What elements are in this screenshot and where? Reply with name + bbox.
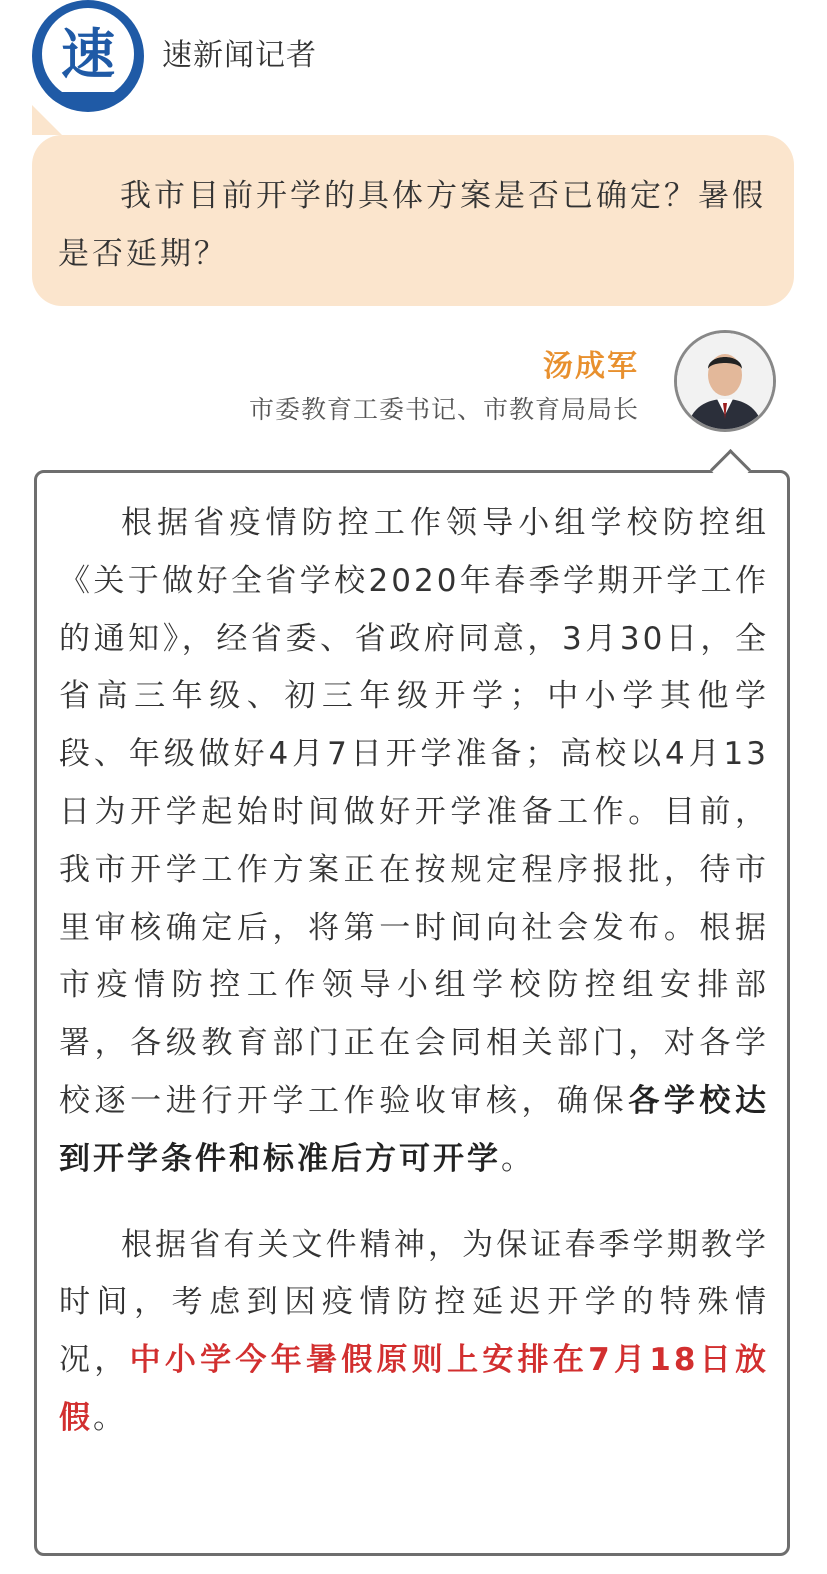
answer-p2-text: 根据省有关文件精神，为保证春季学期教学时间，考虑到因疫情防控延迟开学的特殊情况，: [59, 1226, 769, 1379]
answer-paragraph-1: [59, 495, 769, 1189]
answer-p1-bold: 各学校达到开学条件和标准后方可开学: [59, 1082, 770, 1177]
answer-p1-text: 根据省疫情防控工作领导小组学校防控组《关于做好全省学校2020年春季学期开学工作的通知》，经省委、省政府同意，3月30日，全省高三年级、初三年级开学；中小学其他学段、年级做好4月7日开学准备；高校以4月13日为开学起始时间做好开学准备工作。目前，我市开学工作方案正在按规定程序报批，待市里审核确定后，将第一时间向社会发布。根据市疫情防控工作领导小组学校防控组安排部署，各级教育部门正在会同相关部门，对各学校逐一进行开学工作验收审核，确保: [59, 505, 769, 1119]
answer-paragraph-2: [59, 1217, 769, 1448]
answer-p1-end: 。: [501, 1140, 535, 1177]
avatar: [674, 330, 776, 432]
logo-glyph: 速: [61, 22, 115, 86]
question-text: 我市目前开学的具体方案是否已确定？暑假是否延期？: [58, 178, 766, 272]
logo-badge: [42, 8, 134, 100]
reporter-name: 速新闻记者: [162, 38, 317, 73]
answer-body: [59, 495, 769, 1448]
person-portrait-icon: [677, 333, 773, 429]
question-bubble-tail: [32, 105, 62, 135]
question-bubble: [32, 135, 794, 306]
answerer-info: [249, 348, 639, 430]
brand-logo: [32, 0, 144, 112]
answer-box: [34, 470, 790, 1556]
answerer-name: 汤成军: [543, 349, 639, 384]
logo-wave: [42, 92, 134, 102]
answer-p2-end: 。: [93, 1399, 127, 1436]
answerer-title: 市委教育工委书记、市教育局局长: [248, 395, 639, 424]
answer-p2-highlight: 中小学今年暑假原则上安排在7月18日放假: [59, 1342, 769, 1436]
